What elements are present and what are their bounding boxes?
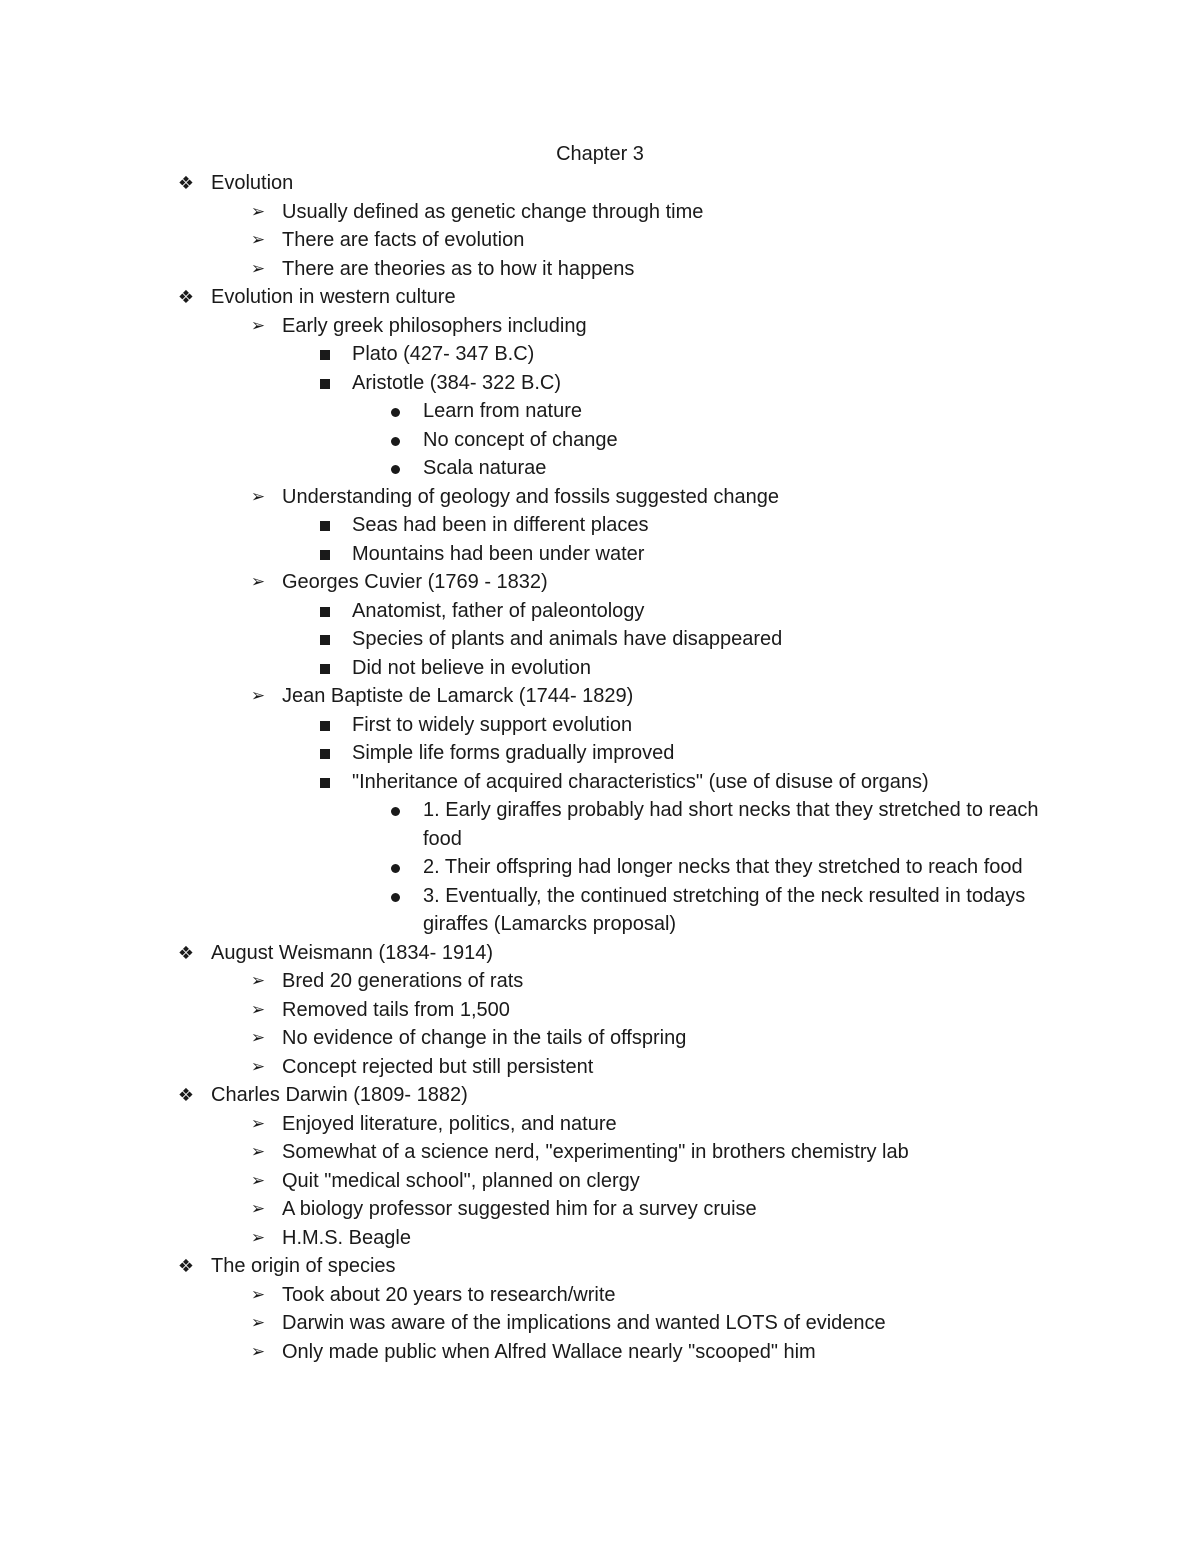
arrow-bullet-icon: ➢ (250, 1284, 266, 1304)
outline-item-level-3 (0, 625, 1200, 654)
outline-item-text: August Weismann (1834- 1914) (211, 941, 494, 964)
outline-item-level-2 (0, 198, 1200, 227)
square-bullet-icon (313, 711, 337, 742)
outline-item-text: Charles Darwin (1809- 1882) (211, 1084, 468, 1106)
outline-item-text: Bred 20 generations of rats (282, 970, 524, 992)
outline-item-text: Georges Cuvier (1769 - 1832) (282, 571, 548, 593)
arrow-bullet-icon: ➢ (250, 1199, 266, 1218)
outline-item-level-4 (0, 796, 1200, 853)
square-bullet-icon (313, 340, 337, 371)
outline-item-level-3 (0, 768, 1200, 797)
outline-item-text: Took about 20 years to research/write (282, 1283, 616, 1306)
arrow-bullet-icon: ➢ (250, 1227, 266, 1247)
outline-item-text: Only made public when Alfred Wallace nearly "scooped" him (282, 1340, 816, 1363)
outline-item-level-2 (0, 1224, 1200, 1253)
arrow-bullet-icon: ➢ (250, 486, 266, 506)
outline-item-level-2 (0, 682, 1200, 711)
outline-item-text: Enjoyed literature, politics, and nature (282, 1112, 617, 1135)
outline-item-level-3 (0, 369, 1200, 398)
outline-item-text: A biology professor suggested him for a survey cruise (282, 1198, 757, 1220)
outline-item-text: Somewhat of a science nerd, "experimenting" in brothers chemistry lab (282, 1141, 909, 1163)
square-bullet-icon (313, 597, 337, 628)
arrow-bullet-icon: ➢ (250, 230, 266, 249)
outline-item-level-3 (0, 597, 1200, 626)
outline-item-text: No evidence of change in the tails of offspring (282, 1027, 687, 1049)
outline-item-text: Species of plants and animals have disappeared (352, 628, 783, 650)
arrow-bullet-icon: ➢ (250, 1028, 266, 1047)
outline-item-text: "Inheritance of acquired characteristics" (use of disuse of organs) (352, 770, 929, 793)
outline-item-level-2 (0, 568, 1200, 597)
arrow-bullet-icon: ➢ (250, 971, 266, 990)
outline-item-level-3 (0, 540, 1200, 569)
outline-item-text: Mountains had been under water (352, 542, 645, 565)
arrow-bullet-icon: ➢ (250, 258, 266, 278)
arrow-bullet-icon: ➢ (250, 201, 266, 221)
outline-item-level-2 (0, 1053, 1200, 1082)
outline-item-text: Jean Baptiste de Lamarck (1744- 1829) (282, 685, 634, 707)
outline-item-text: There are theories as to how it happens (282, 257, 635, 280)
round-bullet-icon (383, 454, 407, 483)
outline-item-text: First to widely support evolution (352, 713, 633, 736)
arrow-bullet-icon: ➢ (250, 315, 266, 335)
outline-item-text: Anatomist, father of paleontology (352, 599, 645, 622)
arrow-bullet-icon: ➢ (250, 686, 266, 705)
square-bullet-icon (313, 768, 337, 799)
outline-item-level-3 (0, 340, 1200, 369)
outline-item-level-1 (0, 283, 1200, 312)
round-bullet-icon (383, 882, 407, 911)
outline-item-text: Learn from nature (423, 400, 582, 422)
outline-item-text: The origin of species (211, 1255, 396, 1277)
outline-item-level-4 (0, 454, 1200, 483)
diamond-bullet-icon: ❖ (177, 1256, 195, 1276)
outline-item-level-3 (0, 711, 1200, 740)
outline-item-level-1 (0, 1081, 1200, 1110)
outline-item-text: Quit "medical school", planned on clergy (282, 1169, 640, 1192)
arrow-bullet-icon: ➢ (250, 572, 266, 591)
round-bullet-icon (383, 853, 407, 882)
outline-item-level-2 (0, 483, 1200, 512)
arrow-bullet-icon: ➢ (250, 1113, 266, 1133)
outline-item-level-4 (0, 426, 1200, 455)
diamond-bullet-icon: ❖ (177, 173, 195, 193)
outline-item-text: Evolution in western culture (211, 286, 456, 308)
outline-item-level-1 (0, 1252, 1200, 1281)
outline-item-level-2 (0, 1195, 1200, 1224)
square-bullet-icon (313, 369, 337, 400)
outline-item-level-4 (0, 397, 1200, 426)
outline-item-text: Darwin was aware of the implications and wanted LOTS of evidence (282, 1312, 886, 1334)
outline-item-text: Simple life forms gradually improved (352, 742, 675, 764)
outline-item-text: Evolution (211, 172, 294, 194)
round-bullet-icon (383, 426, 407, 455)
outline-item-level-3 (0, 511, 1200, 540)
outline-item-level-1 (0, 169, 1200, 198)
outline-item-level-3 (0, 739, 1200, 768)
arrow-bullet-icon: ➢ (250, 1056, 266, 1076)
outline-item-level-2 (0, 1338, 1200, 1367)
outline-item-level-2 (0, 255, 1200, 284)
outline-item-level-2 (0, 967, 1200, 996)
outline-item-text: Did not believe in evolution (352, 656, 592, 679)
round-bullet-icon (383, 796, 407, 825)
diamond-bullet-icon: ❖ (177, 287, 195, 307)
square-bullet-icon (313, 739, 337, 770)
outline-item-level-2 (0, 312, 1200, 341)
outline-item-level-2 (0, 996, 1200, 1025)
diamond-bullet-icon: ❖ (177, 942, 195, 963)
square-bullet-icon (313, 511, 337, 542)
outline-item-text: Scala naturae (423, 457, 547, 479)
outline-item-level-2 (0, 1281, 1200, 1310)
arrow-bullet-icon: ➢ (250, 1341, 266, 1361)
outline-item-text: 1. Early giraffes probably had short necks that they stretched to reach food (423, 799, 1039, 850)
outline-item-text: No concept of change (423, 428, 618, 451)
arrow-bullet-icon: ➢ (250, 1313, 266, 1332)
outline-item-level-2 (0, 226, 1200, 255)
outline-item-text: Usually defined as genetic change through time (282, 200, 704, 223)
outline-item-level-3 (0, 654, 1200, 683)
outline-item-text: Early greek philosophers including (282, 314, 587, 337)
outline-item-level-4 (0, 882, 1200, 939)
outline-list (0, 169, 1200, 1366)
arrow-bullet-icon: ➢ (250, 1170, 266, 1190)
page-title: Chapter 3 (556, 143, 644, 165)
outline-item-level-2 (0, 1167, 1200, 1196)
outline-item-level-4 (0, 853, 1200, 882)
arrow-bullet-icon: ➢ (250, 1142, 266, 1161)
outline-item-text: 2. Their offspring had longer necks that they stretched to reach food (423, 856, 1023, 878)
outline-item-text: 3. Eventually, the continued stretching of the neck resulted in todays giraffes (Lamarcks proposal) (423, 884, 1026, 935)
outline-item-level-2 (0, 1110, 1200, 1139)
round-bullet-icon (383, 397, 407, 426)
outline-item-text: There are facts of evolution (282, 229, 525, 251)
outline-item-text: H.M.S. Beagle (282, 1226, 411, 1249)
outline-item-level-2 (0, 1309, 1200, 1338)
outline-item-text: Aristotle (384- 322 B.C) (352, 371, 561, 394)
outline-item-level-2 (0, 1024, 1200, 1053)
square-bullet-icon (313, 625, 337, 656)
outline-item-text: Removed tails from 1,500 (282, 998, 510, 1021)
outline-item-text: Seas had been in different places (352, 514, 649, 536)
diamond-bullet-icon: ❖ (177, 1085, 195, 1105)
outline-item-text: Plato (427- 347 B.C) (352, 343, 535, 365)
square-bullet-icon (313, 654, 337, 685)
outline-item-level-1 (0, 939, 1200, 968)
outline-item-text: Understanding of geology and fossils suggested change (282, 485, 780, 508)
arrow-bullet-icon: ➢ (250, 999, 266, 1019)
outline-item-text: Concept rejected but still persistent (282, 1055, 594, 1078)
outline-item-level-2 (0, 1138, 1200, 1167)
square-bullet-icon (313, 540, 337, 571)
